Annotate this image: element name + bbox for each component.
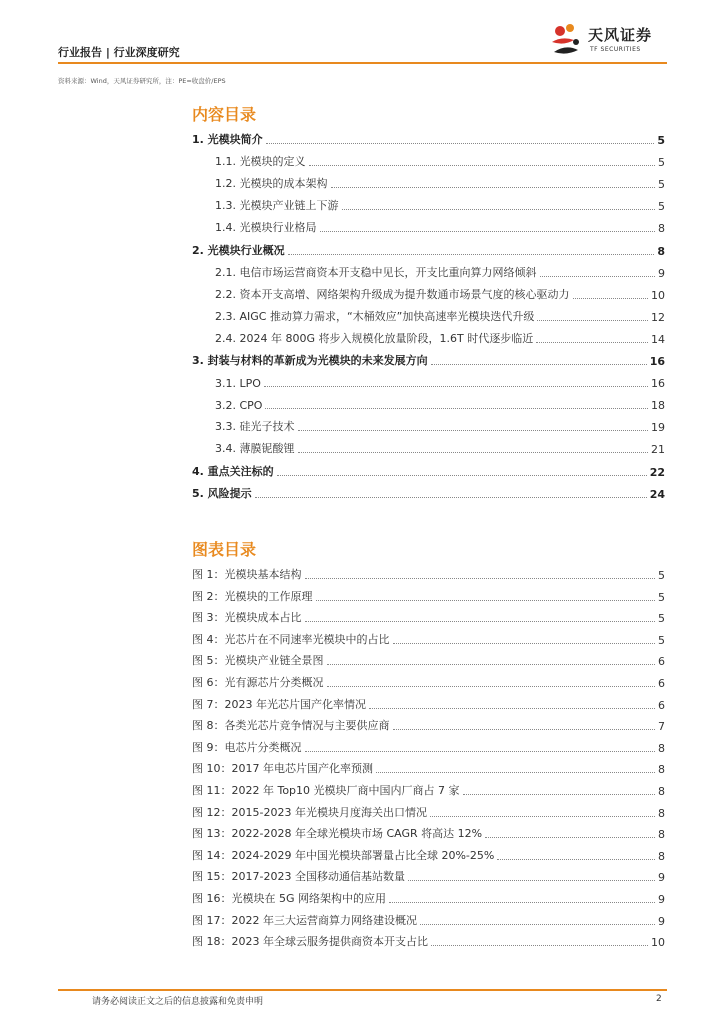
dot-leader bbox=[288, 254, 655, 255]
dot-leader bbox=[265, 408, 648, 409]
entry-page: 9 bbox=[658, 914, 665, 928]
entry-page: 19 bbox=[651, 421, 665, 435]
entry-label: 图 16：光模块在 5G 网络架构中的应用 bbox=[192, 892, 387, 905]
company-logo bbox=[548, 22, 668, 66]
entry-page: 14 bbox=[651, 332, 665, 346]
entry-label: 2.4. 2024 年 800G 将步入规模化放量阶段，1.6T 时代逐步临近 bbox=[215, 331, 534, 345]
entry-page: 16 bbox=[651, 377, 665, 391]
toc-entry[interactable] bbox=[192, 463, 665, 479]
toc-entry[interactable] bbox=[192, 352, 665, 368]
toc-entry[interactable] bbox=[192, 242, 665, 258]
entry-page: 8 bbox=[657, 244, 665, 258]
entry-label: 3.4. 薄膜铌酸锂 bbox=[215, 442, 295, 456]
dot-leader bbox=[266, 143, 655, 144]
entry-label: 图 10：2017 年电芯片国产化率预测 bbox=[192, 762, 373, 776]
entry-page: 6 bbox=[658, 698, 665, 712]
entry-label: 图 1：光模块基本结构 bbox=[192, 568, 302, 581]
entry-label: 3. 封装与材料的革新成为光模块的未来发展方向 bbox=[192, 354, 428, 367]
entry-label: 图 2：光模块的工作原理 bbox=[192, 589, 313, 603]
dot-leader bbox=[331, 187, 656, 188]
dot-leader bbox=[255, 497, 647, 498]
toc-title: 内容目录 bbox=[192, 105, 257, 124]
entry-page: 8 bbox=[658, 849, 665, 863]
toc-entry[interactable] bbox=[215, 175, 665, 191]
dot-leader bbox=[431, 364, 647, 365]
entry-page: 12 bbox=[651, 310, 665, 324]
dot-leader bbox=[298, 430, 649, 431]
entry-page: 5 bbox=[658, 569, 665, 582]
entry-label: 图 4：光芯片在不同速率光模块中的占比 bbox=[192, 632, 390, 646]
figure-entry[interactable] bbox=[192, 652, 665, 668]
toc-entry[interactable] bbox=[215, 286, 665, 302]
entry-page: 8 bbox=[658, 222, 665, 236]
dot-leader bbox=[537, 320, 648, 321]
dot-leader bbox=[305, 621, 656, 622]
entry-page: 16 bbox=[649, 355, 665, 368]
dot-leader bbox=[309, 165, 656, 166]
dot-leader bbox=[497, 859, 655, 860]
figure-entry[interactable] bbox=[192, 739, 665, 755]
toc-entry[interactable] bbox=[215, 153, 665, 169]
dot-leader bbox=[573, 298, 649, 299]
entry-page: 6 bbox=[658, 677, 665, 690]
dot-leader bbox=[298, 452, 649, 453]
entry-page: 18 bbox=[651, 399, 665, 413]
entry-label: 4. 重点关注标的 bbox=[192, 464, 274, 478]
figure-entry[interactable] bbox=[192, 804, 665, 820]
dot-leader bbox=[536, 342, 648, 343]
entry-label: 3.3. 硅光子技术 bbox=[215, 420, 295, 434]
entry-label: 图 11：2022 年 Top10 光模块厂商中国内厂商占 7 家 bbox=[192, 784, 460, 797]
dot-leader bbox=[327, 664, 656, 665]
entry-page: 8 bbox=[658, 806, 665, 820]
entry-page: 10 bbox=[651, 936, 665, 950]
figure-entry[interactable] bbox=[192, 674, 665, 690]
entry-label: 图 3：光模块成本占比 bbox=[192, 611, 302, 625]
entry-page: 8 bbox=[658, 828, 665, 842]
entry-label: 2.3. AIGC 推动算力需求，“木桶效应”加快高速率光模块迭代升级 bbox=[215, 309, 535, 323]
dot-leader bbox=[342, 209, 656, 210]
figures-title: 图表目录 bbox=[192, 540, 257, 559]
entry-page: 8 bbox=[658, 763, 665, 777]
logo-name-cn: 天风证券 bbox=[588, 26, 653, 44]
entry-page: 5 bbox=[658, 178, 665, 192]
entry-label: 1.1. 光模块的定义 bbox=[215, 155, 306, 169]
entry-page: 6 bbox=[658, 655, 665, 669]
entry-label: 图 17：2022 年三大运营商算力网络建设概况 bbox=[192, 913, 417, 927]
dot-leader bbox=[277, 475, 647, 476]
dot-leader bbox=[305, 578, 656, 579]
dot-leader bbox=[431, 945, 648, 946]
dot-leader bbox=[393, 729, 656, 730]
entry-label: 2.1. 电信市场运营商资本开支稳中见长，开支比重向算力网络倾斜 bbox=[215, 265, 537, 279]
source-note: 资料来源：Wind，天风证券研究所，注：PE=收盘价/EPS bbox=[58, 77, 226, 85]
logo-flower-icon bbox=[548, 22, 584, 62]
figure-entry[interactable] bbox=[192, 825, 665, 841]
entry-page: 8 bbox=[658, 741, 665, 755]
dot-leader bbox=[408, 880, 655, 881]
report-type: 行业报告 | 行业深度研究 bbox=[58, 46, 180, 59]
dot-leader bbox=[485, 837, 655, 838]
entry-page: 9 bbox=[658, 871, 665, 885]
toc-entry[interactable] bbox=[192, 131, 665, 147]
figure-entry[interactable] bbox=[192, 782, 665, 798]
figure-entry[interactable] bbox=[192, 566, 665, 582]
page-number: 2 bbox=[656, 994, 662, 1004]
header-divider bbox=[58, 62, 667, 64]
figure-entry[interactable] bbox=[192, 912, 665, 928]
figure-entry[interactable] bbox=[192, 696, 665, 712]
entry-page: 21 bbox=[651, 443, 665, 457]
dot-leader bbox=[430, 816, 655, 817]
dot-leader bbox=[376, 772, 655, 773]
dot-leader bbox=[393, 643, 656, 644]
figure-entry[interactable] bbox=[192, 868, 665, 884]
entry-label: 1. 光模块简介 bbox=[192, 133, 263, 146]
entry-label: 图 6：光有源芯片分类概况 bbox=[192, 676, 324, 689]
figure-entry[interactable] bbox=[192, 890, 665, 906]
entry-label: 1.3. 光模块产业链上下游 bbox=[215, 199, 339, 213]
entry-page: 10 bbox=[651, 288, 665, 302]
dot-leader bbox=[327, 686, 656, 687]
figure-entry[interactable] bbox=[192, 717, 665, 733]
toc-entry[interactable] bbox=[215, 219, 665, 235]
entry-label: 图 7：2023 年光芯片国产化率情况 bbox=[192, 697, 366, 711]
entry-label: 5. 风险提示 bbox=[192, 486, 252, 500]
entry-page: 5 bbox=[658, 633, 665, 647]
dot-leader bbox=[320, 231, 656, 232]
entry-label: 图 5：光模块产业链全景图 bbox=[192, 654, 324, 668]
entry-page: 9 bbox=[658, 266, 665, 280]
page-header bbox=[58, 26, 668, 70]
entry-label: 1.2. 光模块的成本架构 bbox=[215, 177, 328, 191]
entry-label: 图 13：2022-2028 年全球光模块市场 CAGR 将高达 12% bbox=[192, 827, 483, 841]
toc-entry[interactable] bbox=[192, 485, 665, 501]
dot-leader bbox=[389, 902, 655, 903]
entry-page: 24 bbox=[649, 487, 665, 501]
footer-divider bbox=[58, 989, 667, 991]
dot-leader bbox=[369, 708, 655, 709]
toc-entry[interactable] bbox=[215, 197, 665, 213]
figure-entry[interactable] bbox=[192, 609, 665, 625]
entry-label: 2. 光模块行业概况 bbox=[192, 243, 285, 257]
entry-label: 图 14：2024-2029 年中国光模块部署量占比全球 20%-25% bbox=[192, 848, 495, 862]
figure-entry[interactable] bbox=[192, 631, 665, 647]
entry-page: 5 bbox=[657, 134, 665, 147]
entry-page: 8 bbox=[658, 785, 665, 798]
footer-disclaimer: 请务必阅读正文之后的信息披露和免责申明 bbox=[92, 997, 264, 1007]
figure-entry[interactable] bbox=[192, 588, 665, 604]
toc-entry[interactable] bbox=[215, 396, 665, 412]
dot-leader bbox=[264, 386, 648, 387]
entry-label: 图 18：2023 年全球云服务提供商资本开支占比 bbox=[192, 935, 428, 949]
entry-label: 图 15：2017-2023 全国移动通信基站数量 bbox=[192, 870, 405, 884]
dot-leader bbox=[316, 600, 656, 601]
entry-page: 7 bbox=[658, 720, 665, 734]
toc-entry[interactable] bbox=[215, 330, 665, 346]
entry-page: 9 bbox=[658, 893, 665, 906]
toc-entry[interactable] bbox=[215, 374, 665, 390]
dot-leader bbox=[305, 751, 656, 752]
entry-page: 5 bbox=[658, 156, 665, 170]
toc-entry[interactable] bbox=[215, 308, 665, 324]
entry-label: 1.4. 光模块行业格局 bbox=[215, 221, 317, 235]
figure-entry[interactable] bbox=[192, 933, 665, 949]
entry-label: 图 8：各类光芯片竞争情况与主要供应商 bbox=[192, 719, 390, 733]
dot-leader bbox=[463, 794, 655, 795]
entry-label: 3.1. LPO bbox=[215, 377, 261, 391]
dot-leader bbox=[540, 276, 656, 277]
entry-label: 图 9：电芯片分类概况 bbox=[192, 740, 302, 754]
entry-page: 5 bbox=[658, 200, 665, 214]
dot-leader bbox=[420, 924, 655, 925]
toc-entry[interactable] bbox=[215, 264, 665, 280]
entry-label: 3.2. CPO bbox=[215, 399, 263, 413]
entry-page: 5 bbox=[658, 590, 665, 604]
toc-entry[interactable] bbox=[215, 418, 665, 434]
logo-name-en: TF SECURITIES bbox=[590, 46, 641, 53]
figure-entry[interactable] bbox=[192, 847, 665, 863]
figure-entry[interactable] bbox=[192, 760, 665, 776]
toc-entry[interactable] bbox=[215, 440, 665, 456]
entry-label: 2.2. 资本开支高增、网络架构升级成为提升数通市场景气度的核心驱动力 bbox=[215, 287, 570, 301]
entry-page: 5 bbox=[658, 612, 665, 626]
entry-page: 22 bbox=[649, 465, 665, 479]
entry-label: 图 12：2015-2023 年光模块月度海关出口情况 bbox=[192, 805, 427, 819]
